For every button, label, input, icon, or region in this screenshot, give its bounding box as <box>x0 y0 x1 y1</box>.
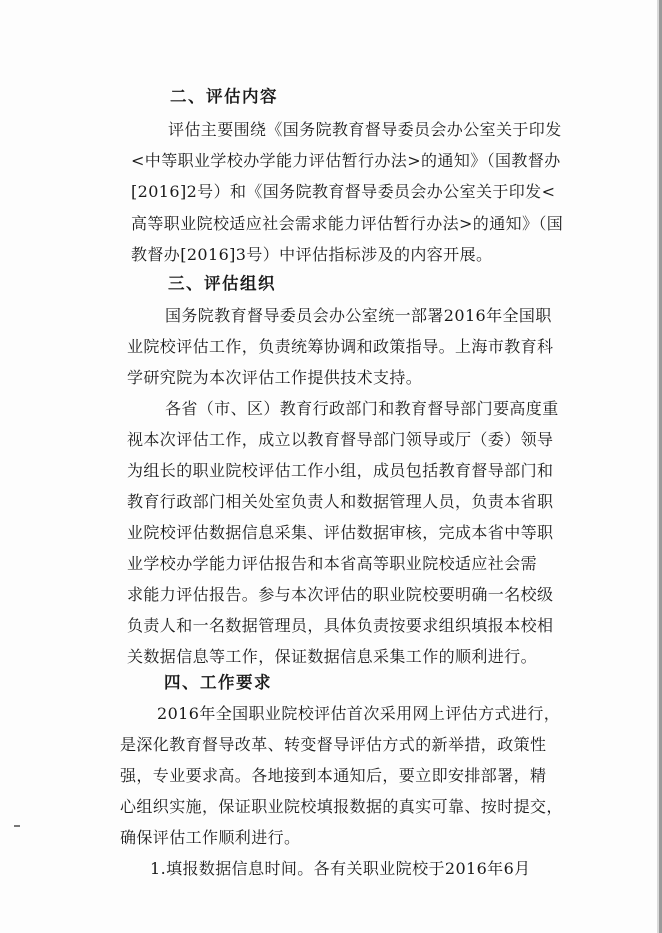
paragraph-line: 2016年全国职业院校评估首次采用网上评估方式进行， <box>157 704 561 723</box>
paragraph-line: 业院校评估数据信息采集、评估数据审核，完成本省中等职 <box>127 523 554 542</box>
paragraph-line: 确保评估工作顺利进行。 <box>120 828 301 847</box>
paragraph-line: 负责人和一名数据管理员，具体负责按要求组织填报本校相 <box>127 616 554 635</box>
paragraph-line: 学研究院为本次评估工作提供技术支持。 <box>127 368 423 387</box>
paragraph-line: 高等职业院校适应社会需求能力评估暂行办法>的通知》（国 <box>131 214 564 233</box>
paragraph-line: 业院校评估工作，负责统筹协调和政策指导。上海市教育科 <box>127 337 554 356</box>
paragraph-line: 国务院教育督导委员会办公室统一部署2016年全国职 <box>165 306 552 325</box>
paragraph-line: [2016]2号）和《国务院教育督导委员会办公室关于印发< <box>131 182 556 201</box>
paragraph-line: 业学校办学能力评估报告和本省高等职业院校适应社会需 <box>127 554 538 573</box>
margin-mark <box>14 825 20 827</box>
paragraph-line: <中等职业学校办学能力评估暂行办法>的通知》（国教督办 <box>131 151 561 170</box>
section-heading-evaluation-content: 二、评估内容 <box>170 87 278 106</box>
section-heading-evaluation-organization: 三、评估组织 <box>168 274 276 293</box>
paragraph-line: 为组长的职业院校评估工作小组，成员包括教育督导部门和 <box>127 461 554 480</box>
paragraph-line: 求能力评估报告。参与本次评估的职业院校要明确一名校级 <box>127 585 554 604</box>
paragraph-line: 教育行政部门相关处室负责人和数据管理人员，负责本省职 <box>127 492 554 511</box>
paragraph-line: 关数据信息等工作，保证数据信息采集工作的顺利进行。 <box>127 647 538 666</box>
paragraph-line: 教督办[2016]3号）中评估指标涉及的内容开展。 <box>131 245 493 264</box>
paragraph-line: 评估主要围绕《国务院教育督导委员会办公室关于印发 <box>168 120 562 139</box>
paragraph-line: 视本次评估工作，成立以教育督导部门领导或厅（委）领导 <box>127 430 554 449</box>
paragraph-line: 是深化教育督导改革、转变督导评估方式的新举措，政策性 <box>120 735 547 754</box>
paragraph-line: 强，专业要求高。各地接到本通知后，要立即安排部署，精 <box>120 766 547 785</box>
paragraph-line: 各省（市、区）教育行政部门和教育督导部门要高度重 <box>165 399 559 418</box>
paragraph-line: 心组织实施，保证职业院校填报数据的真实可靠、按时提交， <box>120 797 563 816</box>
paragraph-line: 1.填报数据信息时间。各有关职业院校于2016年6月 <box>150 859 531 878</box>
section-heading-work-requirements: 四、工作要求 <box>164 673 272 692</box>
